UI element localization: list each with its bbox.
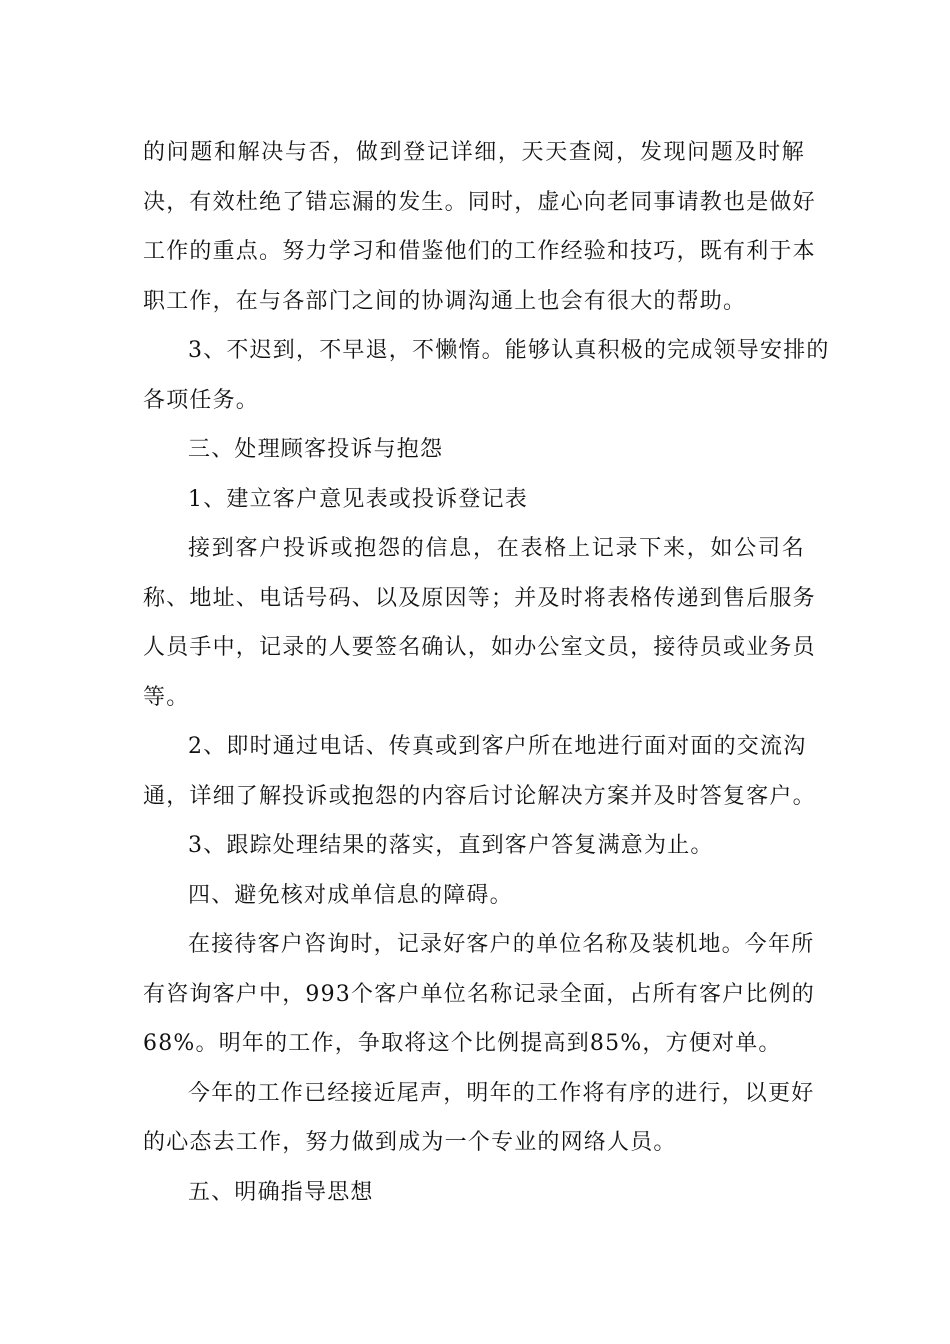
text-line: 等。 xyxy=(143,684,190,710)
text-line: 接到客户投诉或抱怨的信息，在表格上记录下来，如公司名 xyxy=(188,536,805,561)
text-line: 在接待客户咨询时，记录好客户的单位名称及装机地。今年所 xyxy=(188,932,815,957)
document-body xyxy=(143,128,830,1217)
section-heading: 五、明确指导思想 xyxy=(188,1179,374,1205)
text-line: 职工作，在与各部门之间的协调沟通上也会有很大的帮助。 xyxy=(143,288,747,314)
text-line: 称、地址、电话号码、以及原因等；并及时将表格传递到售后服务 xyxy=(143,585,816,611)
section-heading: 四、避免核对成单信息的障碍。 xyxy=(188,882,513,908)
text-line: 今年的工作已经接近尾声，明年的工作将有序的进行，以更好 xyxy=(188,1080,815,1106)
text-line: 的问题和解决与否，做到登记详细，天天查阅，发现问题及时解 xyxy=(143,140,805,165)
section-heading: 三、处理顾客投诉与抱怨 xyxy=(188,437,444,462)
text-line: 2、即时通过电话、传真或到客户所在地进行面对面的交流沟 xyxy=(188,734,807,759)
text-line: 通，详细了解投诉或抱怨的内容后讨论解决方案并及时答复客户。 xyxy=(143,783,816,809)
text-line: 人员手中，记录的人要签名确认，如办公室文员，接待员或业务员 xyxy=(143,635,816,660)
text-line: 的心态去工作，努力做到成为一个专业的网络人员。 xyxy=(143,1130,677,1155)
text-line: 3、跟踪处理结果的落实，直到客户答复满意为止。 xyxy=(188,833,714,858)
text-line: 工作的重点。努力学习和借鉴他们的工作经验和技巧，既有利于本 xyxy=(143,239,816,264)
text-line: 68%。明年的工作，争取将这个比例提高到85%，方便对单。 xyxy=(143,1031,782,1056)
subsection-heading: 1、建立客户意见表或投诉登记表 xyxy=(188,486,528,512)
text-line: 有咨询客户中，993个客户单位名称记录全面，占所有客户比例的 xyxy=(143,981,815,1007)
text-line: 决，有效杜绝了错忘漏的发生。同时，虚心向老同事请教也是做好 xyxy=(143,189,816,215)
text-line: 各项任务。 xyxy=(143,387,260,413)
text-line: 3、不迟到，不早退，不懒惰。能够认真积极的完成领导安排的 xyxy=(188,338,830,363)
